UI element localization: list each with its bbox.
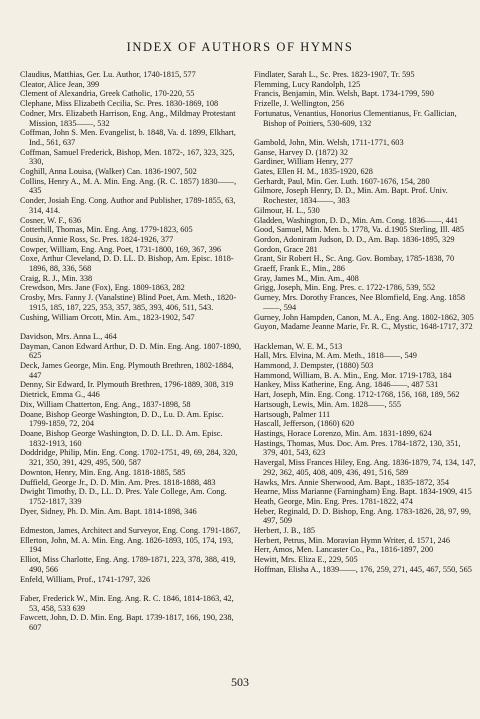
index-entry: Havergal, Miss Frances Hiley, Eng. Ang. 1836-1879, 74, 134, 147, 292, 362, 405, 408, 409, 436, 491, 516, 589 bbox=[254, 458, 476, 477]
index-entry: Hawks, Mrs. Annie Sherwood, Am. Bapt., 1835-1872, 354 bbox=[254, 477, 449, 487]
index-entry: Doane, Bishop George Washington, D. D., Lu. D. Am. Episc. 1799-1859, 72, 204 bbox=[20, 409, 224, 429]
index-entry: Hammond, J. Dempster, (1880) 503 bbox=[254, 361, 374, 371]
index-entry: Dietrick, Emma G., 446 bbox=[20, 390, 100, 400]
index-entry: Claudius, Matthias, Ger. Lu. Author, 1740-1815, 577 bbox=[20, 70, 196, 79]
index-entry: Cleator, Alice Jean, 399 bbox=[20, 79, 100, 89]
index-entry: Grant, Sir Robert H., Sc. Ang. Gov. Bombay, 1785-1838, 70 bbox=[254, 254, 455, 264]
index-entry: Gordon, Grace 281 bbox=[254, 244, 318, 254]
index-entry: Cowper, William, Eng. Ang. Poet, 1731-1800, 169, 367, 396 bbox=[20, 244, 222, 254]
index-entry: Cosner, W. F., 636 bbox=[20, 215, 82, 225]
index-entry: Flemming, Lucy Randolph, 125 bbox=[254, 79, 361, 89]
index-entry: Graeff, Frank E., Min., 286 bbox=[254, 264, 345, 274]
index-entry: Collins, Henry A., M. A. Min. Eng. Ang. (R. C. 1857) 1830——, 435 bbox=[20, 176, 237, 196]
index-entry: Gambold, John, Min. Welsh, 1711-1771, 603 bbox=[254, 137, 404, 147]
index-entry: Herr, Amos, Men. Lancaster Co., Pa., 1816-1897, 200 bbox=[254, 545, 434, 555]
index-entry: Ellerton, John, M. A. Min. Eng. Ang. 1826-1893, 105, 174, 193, 194 bbox=[20, 535, 234, 555]
index-entry: Fawcett, John, D. D. Min. Eng. Bapt. 1739-1817, 166, 190, 238, 607 bbox=[20, 613, 234, 633]
index-entry: Faber, Frederick W., Min. Eng. Ang. R. C. 1846, 1814-1863, 42, 53, 458, 533 639 bbox=[20, 593, 234, 613]
index-entry: Elliot, Miss Charlotte, Eng. Ang. 1789-1871, 223, 378, 388, 419, 490, 566 bbox=[20, 555, 236, 574]
index-entry: Hart, Joseph, Min. Eng. Cong. 1712-1768, 156, 168, 189, 562 bbox=[254, 390, 460, 400]
index-entry: Hewitt, Mrs. Eliza E., 229, 505 bbox=[254, 555, 358, 565]
index-entry: Dayman, Canon Edward Arthur, D. D. Min. Eng. Ang. 1807-1890, 625 bbox=[20, 341, 242, 361]
page-number: 503 bbox=[231, 675, 249, 689]
index-entry: Denny, Sir Edward, Ir. Plymouth Brethren, 1796-1889, 308, 319 bbox=[20, 380, 234, 390]
index-entry: Crosby, Mrs. Fanny J. (Vanalstine) Blind Poet, Am. Meth., 1820-1915, 185, 187, 225, 353, 357, 385, 393, 406, 511, 543. bbox=[20, 293, 237, 312]
index-entry: Frizelle, J. Wellington, 256 bbox=[254, 99, 344, 109]
index-entry: Hastings, Thomas, Mus. Doc. Am. Pres. 1784-1872, 130, 351, 379, 401, 543, 623 bbox=[254, 438, 461, 458]
index-entry: Duffield, George Jr., D. D. Min. Am. Pres. 1818-1888, 483 bbox=[20, 477, 216, 487]
index-entry: Downton, Henry, Min. Eng. Ang. 1818-1885, 585 bbox=[20, 467, 186, 477]
index-entry: Findlater, Sarah L., Sc. Pres. 1823-1907, Tr. 595 bbox=[254, 70, 415, 79]
index-entry: Dyer, Sidney, Ph. D. Min. Am. Bapt. 1814-1898, 346 bbox=[20, 506, 197, 516]
right-index-column bbox=[254, 70, 476, 575]
index-entry: Herbert, J. B., 185 bbox=[254, 526, 316, 536]
index-entry: Cousin, Annie Ross, Sc. Pres. 1824-1926, 377 bbox=[20, 234, 174, 244]
index-entry: Hackleman, W. E. M., 513 bbox=[254, 341, 343, 351]
index-entry: Doane, Bishop George Washington, D. D. LL. D. Am. Episc. 1832-1913, 160 bbox=[20, 429, 223, 448]
index-entry: Heath, George, Min. Eng. Pres. 1781-1822, 474 bbox=[254, 496, 413, 506]
index-entry: Hankey, Miss Katherine, Eng. Ang. 1846——, 487 531 bbox=[254, 380, 439, 390]
index-entry: Hall, Mrs. Elvina, M. Am. Meth., 1818——, 549 bbox=[254, 351, 417, 361]
index-entry: Hastings, Horace Lorenzo, Min. Am. 1831-1899, 624 bbox=[254, 428, 432, 438]
index-entry: Dwight Timothy, D. D., LL. D. Pres. Yale College, Am. Cong. 1752-1817, 339 bbox=[20, 487, 227, 506]
index-entry: Gilmour, H. L., 530 bbox=[254, 205, 320, 215]
index-entry: Gray, James M., Min. Am., 408 bbox=[254, 273, 359, 283]
index-entry: Hascall, Jefferson, (1860) 620 bbox=[254, 419, 355, 429]
index-entry: Hoffman, Elisha A., 1839——, 176, 259, 271, 445, 467, 550, 565 bbox=[254, 564, 472, 574]
index-entry: Heber, Reginald, D. D. Bishop, Eng. Ang. 1783-1826, 28, 97, 99, 497, 509 bbox=[254, 506, 471, 526]
index-entry: Hearne, Miss Marianne (Farningham) Eng. Bapt. 1834-1909, 415 bbox=[254, 487, 472, 497]
index-entry: Hartsough, Palmer 111 bbox=[254, 409, 331, 419]
index-entry: Dix, William Chatterton, Eng. Ang., 1837-1898, 58 bbox=[20, 399, 191, 409]
index-entry: Cotterhill, Thomas, Min. Eng. Ang. 1779-1823, 605 bbox=[20, 225, 193, 235]
index-entry: Coxe, Arthur Cleveland, D. D. LL. D. Bishop, Am. Episc. 1818-1896, 88, 336, 568 bbox=[20, 254, 234, 274]
index-entry: Coffman, Samuel Frederick, Bishop, Men. 1872-, 167, 323, 325, 330, bbox=[20, 147, 235, 167]
index-entry: Cushing, William Orcott, Min. Am., 1823-1902, 547 bbox=[20, 312, 195, 322]
index-entry: Clephane, Miss Elizabeth Cecilia, Sc. Pres. 1830-1869, 108 bbox=[20, 99, 219, 109]
index-entry: Deck, James George, Min. Eng. Plymouth Brethren, 1802-1884, 447 bbox=[20, 361, 234, 380]
index-entry: Gordon, Adoniram Judson, D. D., Am. Bap. 1836-1895, 329 bbox=[254, 234, 455, 244]
index-entry: Gurney, John Hampden, Canon, M. A., Eng. Ang. 1802-1862, 305 bbox=[254, 312, 474, 322]
index-entry: Gates, Ellen H. M., 1835-1920, 628 bbox=[254, 167, 373, 177]
index-entry: Fortunatus, Venantius, Honorius Clementianus, Fr. Gallician, Bishop of Poitiers, 530-609, 132 bbox=[254, 108, 457, 128]
index-entry: Craig, R. J., Min. 338 bbox=[20, 273, 93, 283]
index-entry: Herbert, Petrus, Min. Moravian Hymn Writer, d. 1571, 246 bbox=[254, 535, 450, 545]
index-entry: Hartsough, Lewis, Min. Am. 1828——, 555 bbox=[254, 399, 402, 409]
index-entry: Gladden, Washington, D. D., Min. Am. Cong. 1836——, 441 bbox=[254, 215, 459, 225]
index-entry: Codner, Mrs. Elizabeth Harrison, Eng. Ang., Mildmay Protestant Mission, 1835——, 532 bbox=[20, 108, 236, 128]
index-entry: Crewdson, Mrs. Jane (Fox), Eng. 1809-1863, 282 bbox=[20, 283, 185, 293]
page-title: INDEX OF AUTHORS OF HYMNS bbox=[126, 40, 354, 54]
index-entry: Coghill, Anna Louisa, (Walker) Can. 1836-1907, 502 bbox=[20, 167, 197, 177]
index-entry: Grigg, Joseph, Min. Eng. Pres. c. 1722-1786, 539, 552 bbox=[254, 283, 436, 293]
index-entry: Conder, Josiah Eng. Cong. Author and Publisher, 1789-1855, 63, 314, 414. bbox=[20, 196, 236, 215]
index-entry: Gardiner, William Henry, 277 bbox=[254, 157, 353, 167]
index-entry: Guyon, Madame Jeanne Marie, Fr. R. C., Mystic, 1648-1717, 372 bbox=[254, 322, 473, 332]
index-entry: Davidson, Mrs. Anna L., 464 bbox=[20, 331, 117, 341]
index-entry: Good, Samuel, Min. Men. b. 1778, Va. d.1905 Sterling, Ill. 485 bbox=[254, 225, 465, 235]
index-entry: Hammond, William, B. A. Min., Eng. Mor. 1719-1783, 184 bbox=[254, 370, 452, 380]
index-entry: Ganse, Harvey D. (1872) 32 bbox=[254, 147, 349, 157]
index-entry: Gurney, Mrs. Dorothy Frances, Nee Blomfield, Eng. Ang. 1858——, 594 bbox=[254, 293, 465, 312]
index-entry: Edmeston, James, Architect and Surveyor, Eng. Cong. 1791-1867, bbox=[20, 526, 241, 536]
index-entry: Coffman, John S. Men. Evangelist, b. 1848, Va. d. 1899, Elkhart, Ind., 561, 637 bbox=[20, 128, 236, 147]
index-entry: Doddridge, Philip, Min. Eng. Cong. 1702-1751, 49, 69, 284, 320, 321, 350, 391, 429, 495, 500, 587 bbox=[20, 448, 238, 468]
index-entry: Gilmore, Joseph Henry, D. D., Min. Am. Bapt. Prof. Univ. Rochester, 1834——, 383 bbox=[254, 186, 448, 206]
index-entry: Francis, Benjamin, Min. Welsh, Bapt. 1734-1799, 590 bbox=[254, 89, 434, 99]
left-index-column bbox=[20, 70, 242, 633]
index-entry: Enfeld, William, Prof., 1741-1797, 326 bbox=[20, 574, 151, 584]
index-entry: Gerhardt, Paul, Min. Ger. Luth. 1607-1676, 154, 280 bbox=[254, 176, 430, 186]
index-entry: Clement of Alexandria, Greek Catholic, 170-220, 55 bbox=[20, 89, 195, 99]
